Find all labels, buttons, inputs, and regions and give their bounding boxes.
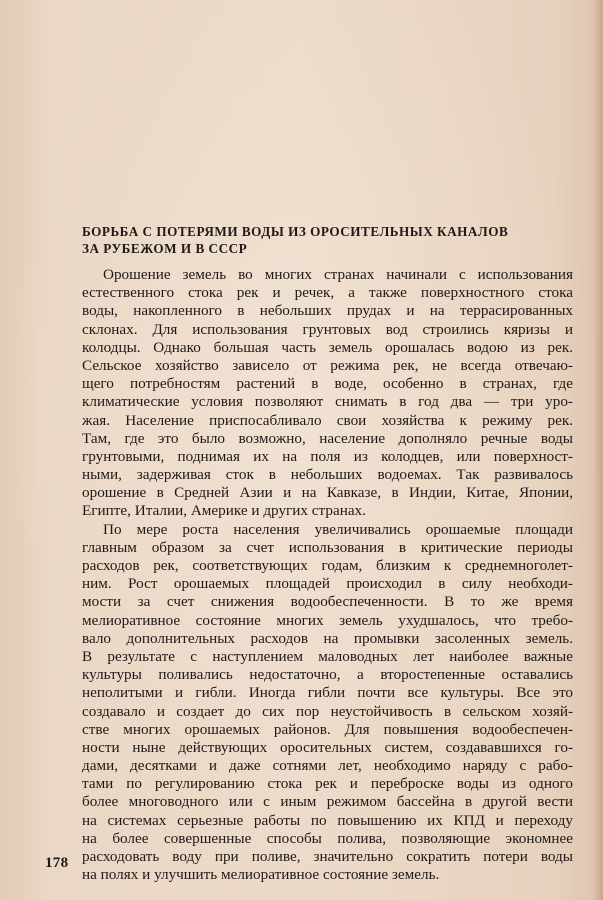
text-line: В результате с наступлением маловодных лет наиболее важные: [82, 647, 573, 665]
text-line: создавало и создает до сих пор неустойчивость в сельском хозяй-: [82, 702, 573, 720]
text-line: главным образом за счет использования в критические периоды: [82, 538, 573, 556]
text-line: ним. Рост орошаемых площадей происходил в силу необходи-: [82, 575, 573, 593]
text-line: дами, десятками и даже сотнями лет, необходимо наряду с рабо-: [82, 757, 573, 775]
heading-line-2: ЗА РУБЕЖОМ И В СССР: [82, 241, 248, 256]
body-text: [82, 266, 573, 884]
text-line: культуры поливались недостаточно, а второстепенные оставались: [82, 666, 573, 684]
text-line: ными, задерживая сток в небольших водоемах. Так развивалось: [82, 466, 573, 484]
text-line: жая. Население приспосабливало свои хозяйства к режиму рек.: [82, 411, 573, 429]
text-line: расходовать воду при поливе, значительно сократить потери воды: [82, 848, 573, 865]
paragraph-1: [82, 266, 573, 521]
text-line: колодцы. Однако большая часть земель орошалась водою из рек.: [82, 338, 573, 356]
text-line: склонах. Для использования грунтовых вод строились кяризы и: [82, 320, 573, 338]
text-line: климатические условия позволяют снимать в год два — три уро-: [82, 393, 573, 411]
page-edge-shadow: [593, 0, 603, 900]
text-line: естественного стока рек и речек, а также поверхностного стока: [82, 284, 573, 302]
text-line: мелиоративное состояние многих земель ухудшалось, что требо-: [82, 611, 573, 629]
text-line: неполитыми и гибли. Иногда гибли почти все культуры. Все это: [82, 684, 573, 702]
text-line: на полях и улучшить мелиоративное состояние земель.: [82, 866, 440, 884]
text-line: тами по регулированию стока рек и переброске воды из одного: [82, 775, 573, 793]
text-line: Сельское хозяйство зависело от режима рек, не всегда отвечаю-: [82, 356, 573, 374]
page-number: 178: [45, 855, 69, 871]
text-line: Там, где это было возможно, население дополняло речные воды: [82, 429, 573, 447]
text-line: на системах серьезные работы по повышению их КПД и переходу: [82, 811, 573, 829]
section-heading: [82, 223, 552, 257]
text-line: По мере роста населения увеличивались орошаемые площади: [103, 520, 573, 538]
text-line: стве многих орошаемых районов. Для повышения водообеспечен-: [82, 720, 573, 738]
text-line: воды, накопленного в небольших прудах и на террасированных: [82, 302, 573, 320]
text-line: орошение в Средней Азии и на Кавказе, в Индии, Китае, Японии,: [82, 484, 573, 502]
text-line: более многоводного или с иным режимом бассейна в другой вести: [82, 793, 573, 811]
text-line: грунтовыми, поднимая их на поля из колодцев, или поверхност-: [82, 447, 573, 465]
text-line: ности ныне действующих оросительных систем, создававшихся го-: [82, 738, 573, 756]
text-line: Египте, Италии, Америке и других странах.: [82, 502, 366, 520]
text-line: на более совершенные способы полива, позволяющие экономнее: [82, 829, 573, 847]
text-line: щего потребностям растений в воде, особенно в странах, где: [82, 375, 573, 393]
text-line: вало дополнительных расходов на промывки засоленных земель.: [82, 629, 573, 647]
paragraph-2: [82, 521, 573, 885]
text-line: Орошение земель во многих странах начинали с использования: [103, 266, 573, 283]
text-line: мости за счет снижения водообеспеченности. В то же время: [82, 593, 573, 611]
heading-line-1: БОРЬБА С ПОТЕРЯМИ ВОДЫ ИЗ ОРОСИТЕЛЬНЫХ КАНАЛОВ: [82, 224, 509, 239]
text-line: расходов рек, соответствующих годам, близким к среднемноголет-: [82, 557, 573, 574]
